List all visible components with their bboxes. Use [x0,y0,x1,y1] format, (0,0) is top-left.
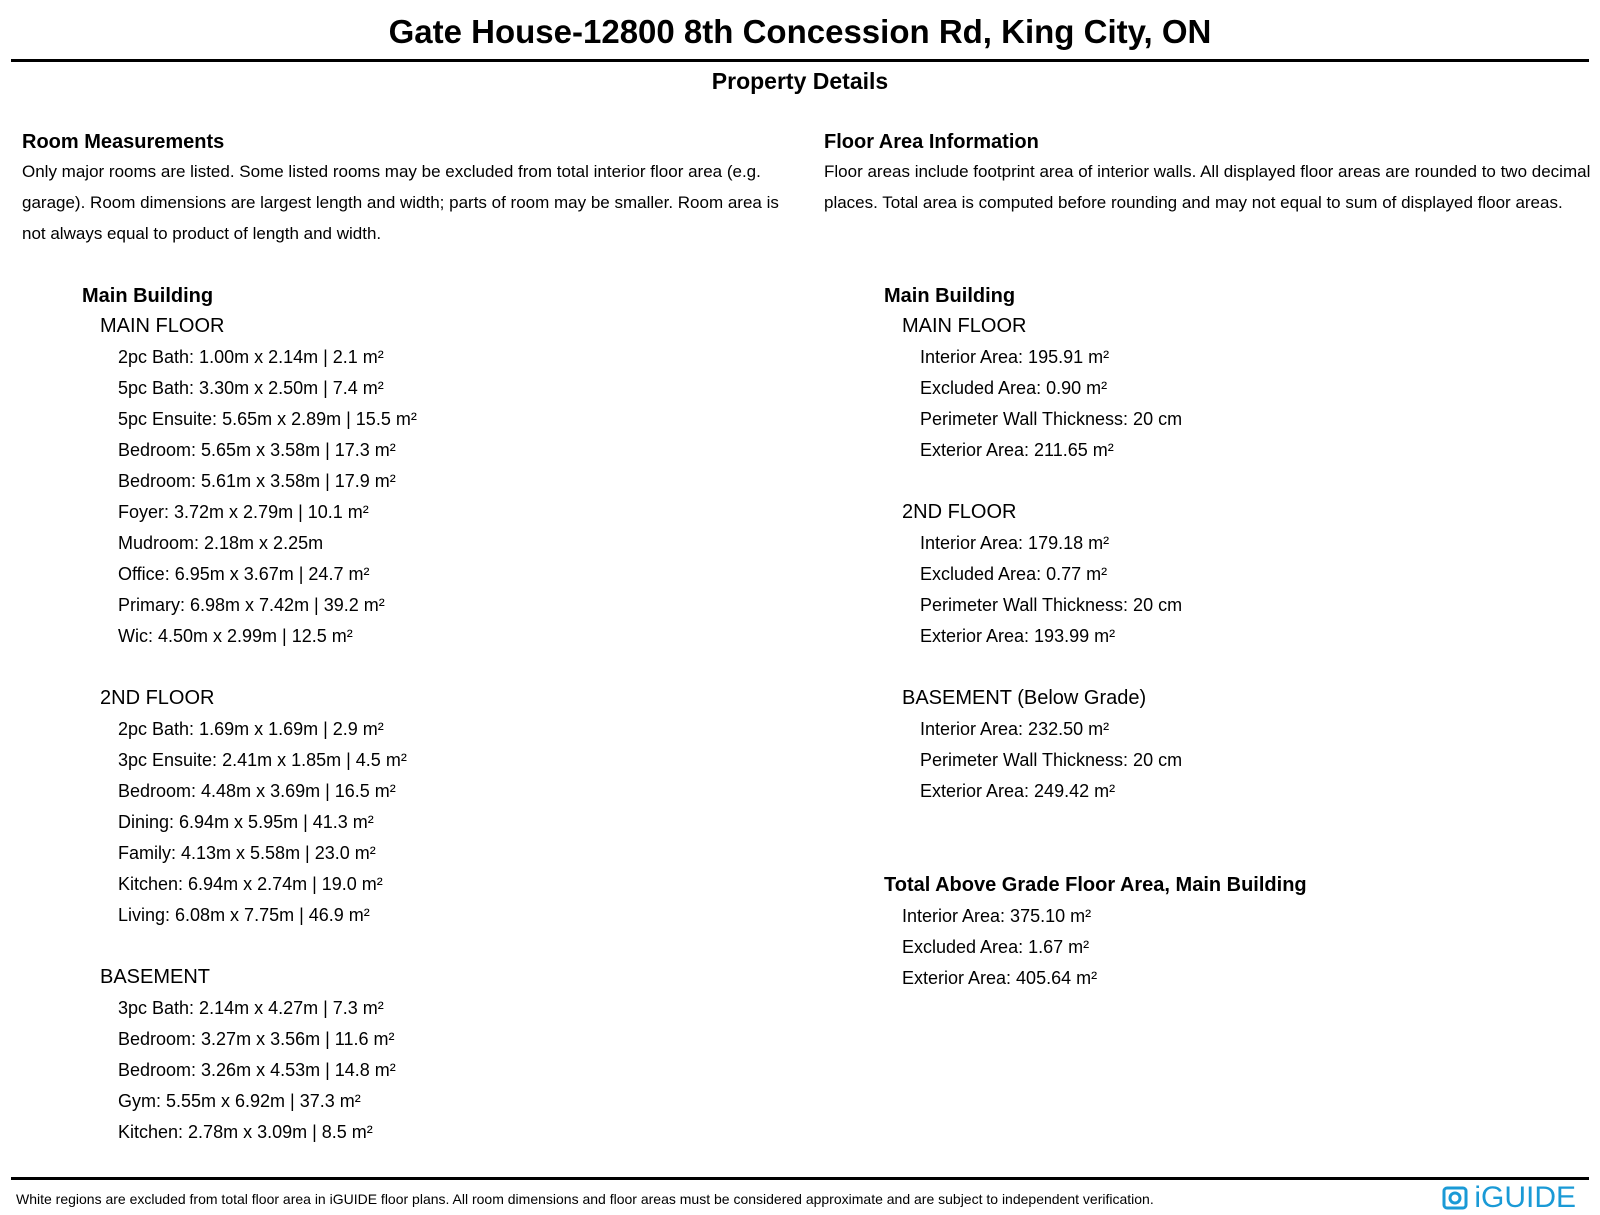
floor-area-description: Floor areas include footprint area of interior walls. All displayed floor areas are rounded to two decimal places. Total area is computed before rounding and may not equal to sum of displayed floor areas. [824,162,1591,212]
area-row: Exterior Area: 249.42 m² [920,781,1116,801]
area-row: Interior Area: 195.91 m² [920,347,1110,367]
area-row: Perimeter Wall Thickness: 20 cm [920,750,1183,770]
total-row: Exterior Area: 405.64 m² [902,968,1098,988]
area-row: Excluded Area: 0.90 m² [920,378,1108,398]
floor-block [884,683,1182,807]
footer-divider [11,1177,1589,1180]
floor-area-title: Floor Area Information [824,131,1039,153]
room-row: Family: 4.13m x 5.58m | 23.0 m² [118,843,376,863]
room-row: Bedroom: 4.48m x 3.69m | 16.5 m² [118,781,396,801]
floor-name: MAIN FLOOR [100,315,225,337]
floor-block [82,683,417,931]
room-measurements-building: Main Building [82,285,214,307]
floor-block [884,497,1182,652]
room-row: Kitchen: 2.78m x 3.09m | 8.5 m² [118,1122,373,1142]
room-row: 5pc Ensuite: 5.65m x 2.89m | 15.5 m² [118,409,417,429]
area-row: Excluded Area: 0.77 m² [920,564,1108,584]
room-row: 3pc Ensuite: 2.41m x 1.85m | 4.5 m² [118,750,407,770]
area-row: Perimeter Wall Thickness: 20 cm [920,595,1183,615]
room-row: Gym: 5.55m x 6.92m | 37.3 m² [118,1091,361,1111]
floor-area-floors [884,311,1182,838]
area-row: Perimeter Wall Thickness: 20 cm [920,409,1183,429]
header-divider [11,59,1589,62]
room-row: Bedroom: 5.65m x 3.58m | 17.3 m² [118,440,396,460]
room-row: Primary: 6.98m x 7.42m | 39.2 m² [118,595,385,615]
floor-block [82,962,417,1148]
floor-name: 2ND FLOOR [100,687,215,709]
footer-disclaimer: White regions are excluded from total floor area in iGUIDE floor plans. All room dimensions and floor areas must be considered approximate and are subject to independent verification. [16,1191,1154,1207]
iguide-wordmark: iGUIDE [1474,1181,1576,1214]
area-row: Exterior Area: 211.65 m² [920,440,1114,460]
room-row: Bedroom: 5.61m x 3.58m | 17.9 m² [118,471,396,491]
room-row: Dining: 6.94m x 5.95m | 41.3 m² [118,812,374,832]
room-measurements-title: Room Measurements [22,131,225,153]
area-row: Exterior Area: 193.99 m² [920,626,1116,646]
floor-area-section [824,128,1594,218]
room-row: 3pc Bath: 2.14m x 4.27m | 7.3 m² [118,998,384,1018]
total-row: Interior Area: 375.10 m² [902,906,1092,926]
room-row: Wic: 4.50m x 2.99m | 12.5 m² [118,626,353,646]
room-row: Kitchen: 6.94m x 2.74m | 19.0 m² [118,874,383,894]
floor-area-building: Main Building [884,285,1016,307]
room-row: Office: 6.95m x 3.67m | 24.7 m² [118,564,370,584]
total-above-grade [884,870,1307,994]
floor-name: BASEMENT (Below Grade) [902,687,1147,709]
room-row: Mudroom: 2.18m x 2.25m [118,533,324,553]
floor-name: BASEMENT [100,966,211,988]
total-above-grade-title: Total Above Grade Floor Area, Main Building [884,874,1307,896]
floor-name: 2ND FLOOR [902,501,1017,523]
floor-name: MAIN FLOOR [902,315,1027,337]
iguide-logo [1442,1181,1576,1214]
room-row: 2pc Bath: 1.69m x 1.69m | 2.9 m² [118,719,384,739]
room-row: Foyer: 3.72m x 2.79m | 10.1 m² [118,502,369,522]
room-row: Bedroom: 3.27m x 3.56m | 11.6 m² [118,1029,395,1049]
page-subtitle: Property Details [711,68,889,94]
iguide-camera-icon [1442,1185,1468,1211]
room-row: 2pc Bath: 1.00m x 2.14m | 2.1 m² [118,347,384,367]
room-row: Bedroom: 3.26m x 4.53m | 14.8 m² [118,1060,396,1080]
floor-block [82,311,417,652]
room-measurements-description: Only major rooms are listed. Some listed rooms may be excluded from total interior floor area (e.g. garage). Room dimensions are largest length and width; parts of room may be smaller. Room area is not always equal to product of length and width. [22,162,779,243]
room-row: Living: 6.08m x 7.75m | 46.9 m² [118,905,370,925]
room-row: 5pc Bath: 3.30m x 2.50m | 7.4 m² [118,378,384,398]
room-measurements-floors [82,311,417,1179]
area-row: Interior Area: 179.18 m² [920,533,1110,553]
room-measurements-section [22,128,792,249]
total-row: Excluded Area: 1.67 m² [902,937,1090,957]
page-title: Gate House-12800 8th Concession Rd, King City, ON [388,13,1212,50]
area-row: Interior Area: 232.50 m² [920,719,1110,739]
floor-block [884,311,1182,466]
